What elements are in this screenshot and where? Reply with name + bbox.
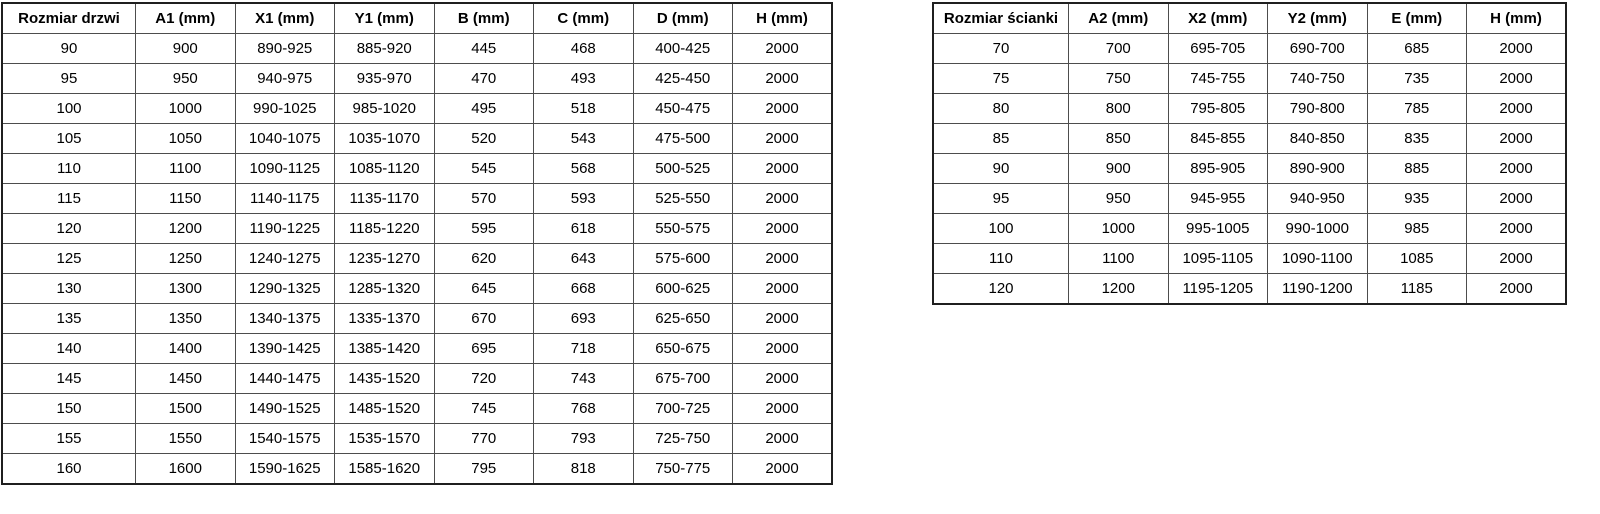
door_table-cell: 1290-1325 [235, 274, 335, 304]
door_table-cell: 1200 [136, 214, 236, 244]
door_table-cell: 1590-1625 [235, 454, 335, 485]
door_table-row [2, 334, 832, 364]
door_table-row [2, 454, 832, 485]
door_table-cell: 2000 [733, 214, 833, 244]
door_table-cell: 1185-1220 [335, 214, 435, 244]
door_table-cell: 1550 [136, 424, 236, 454]
door_table-cell: 90 [2, 34, 136, 64]
door_table-cell: 568 [534, 154, 634, 184]
door_table-row [2, 394, 832, 424]
door_table-cell: 155 [2, 424, 136, 454]
wall_table-cell: 85 [933, 124, 1069, 154]
door_table-cell: 768 [534, 394, 634, 424]
wall_table-cell: 2000 [1467, 214, 1567, 244]
door_table-cell: 495 [434, 94, 534, 124]
door_table-cell: 1135-1170 [335, 184, 435, 214]
door_table-cell: 2000 [733, 244, 833, 274]
wall_table-cell: 2000 [1467, 124, 1567, 154]
door_table-cell: 1285-1320 [335, 274, 435, 304]
door_table-cell: 2000 [733, 364, 833, 394]
wall_table-row [933, 154, 1566, 184]
door_table-cell: 990-1025 [235, 94, 335, 124]
door_table-column-header: C (mm) [534, 3, 634, 34]
door_table-cell: 1450 [136, 364, 236, 394]
door_table-header-row [2, 3, 832, 34]
wall_table-cell: 685 [1367, 34, 1467, 64]
door_table-cell: 1440-1475 [235, 364, 335, 394]
door_table-cell: 1400 [136, 334, 236, 364]
door_table-cell: 1100 [136, 154, 236, 184]
door_table-cell: 105 [2, 124, 136, 154]
door_table-cell: 650-675 [633, 334, 733, 364]
door_table-column-header: X1 (mm) [235, 3, 335, 34]
wall_table-cell: 80 [933, 94, 1069, 124]
wall_table-column-header: Rozmiar ścianki [933, 3, 1069, 34]
wall_table-cell: 95 [933, 184, 1069, 214]
door_table-cell: 695 [434, 334, 534, 364]
wall_table-cell: 795-805 [1168, 94, 1268, 124]
door_table-cell: 1250 [136, 244, 236, 274]
wall_table-cell: 735 [1367, 64, 1467, 94]
door_table-cell: 1035-1070 [335, 124, 435, 154]
door_table-cell: 693 [534, 304, 634, 334]
wall_table-cell: 2000 [1467, 184, 1567, 214]
door_table-cell: 1540-1575 [235, 424, 335, 454]
door_table-cell: 593 [534, 184, 634, 214]
door_table-column-header: A1 (mm) [136, 3, 236, 34]
door_table-row [2, 274, 832, 304]
door_table-cell: 618 [534, 214, 634, 244]
wall_table-cell: 985 [1367, 214, 1467, 244]
door_table-cell: 1000 [136, 94, 236, 124]
door_table-cell: 625-650 [633, 304, 733, 334]
door_table-cell: 668 [534, 274, 634, 304]
door_table-row [2, 244, 832, 274]
wall-size-table [932, 2, 1567, 305]
wall_table-cell: 70 [933, 34, 1069, 64]
door_table-cell: 120 [2, 214, 136, 244]
door_table-cell: 700-725 [633, 394, 733, 424]
wall_table-column-header: H (mm) [1467, 3, 1567, 34]
door_table-cell: 2000 [733, 274, 833, 304]
wall_table-cell: 940-950 [1268, 184, 1368, 214]
wall_table-cell: 75 [933, 64, 1069, 94]
door_table-cell: 1085-1120 [335, 154, 435, 184]
door_table-cell: 950 [136, 64, 236, 94]
door_table-cell: 720 [434, 364, 534, 394]
wall_table-row [933, 64, 1566, 94]
wall_table-cell: 2000 [1467, 244, 1567, 274]
door_table-cell: 160 [2, 454, 136, 485]
door_table-cell: 2000 [733, 334, 833, 364]
door_table-cell: 140 [2, 334, 136, 364]
door_table-cell: 725-750 [633, 424, 733, 454]
door_table-cell: 770 [434, 424, 534, 454]
door_table-cell: 743 [534, 364, 634, 394]
door_table-column-header: Rozmiar drzwi [2, 3, 136, 34]
wall_table-cell: 850 [1069, 124, 1169, 154]
wall_table-cell: 935 [1367, 184, 1467, 214]
door_table-cell: 445 [434, 34, 534, 64]
door_table-cell: 600-625 [633, 274, 733, 304]
door_table-cell: 643 [534, 244, 634, 274]
door_table-row [2, 154, 832, 184]
wall_table-cell: 950 [1069, 184, 1169, 214]
door_table-row [2, 304, 832, 334]
door_table-cell: 1600 [136, 454, 236, 485]
door_table-cell: 100 [2, 94, 136, 124]
wall_table-cell: 995-1005 [1168, 214, 1268, 244]
door_table-row [2, 184, 832, 214]
door_table-cell: 795 [434, 454, 534, 485]
wall_table-header-row [933, 3, 1566, 34]
door_table-cell: 935-970 [335, 64, 435, 94]
door_table-cell: 645 [434, 274, 534, 304]
door_table-row [2, 64, 832, 94]
door_table-cell: 1050 [136, 124, 236, 154]
door_table-cell: 500-525 [633, 154, 733, 184]
door_table-cell: 1500 [136, 394, 236, 424]
wall_table-cell: 885 [1367, 154, 1467, 184]
door_table-row [2, 214, 832, 244]
wall_table-cell: 745-755 [1168, 64, 1268, 94]
door_table-cell: 575-600 [633, 244, 733, 274]
wall_table-column-header: E (mm) [1367, 3, 1467, 34]
door_table-cell: 2000 [733, 94, 833, 124]
door_table-cell: 890-925 [235, 34, 335, 64]
door_table-cell: 493 [534, 64, 634, 94]
door_table-cell: 1240-1275 [235, 244, 335, 274]
door_table-cell: 885-920 [335, 34, 435, 64]
door_table-cell: 745 [434, 394, 534, 424]
door_table-cell: 450-475 [633, 94, 733, 124]
door_table-cell: 1535-1570 [335, 424, 435, 454]
door_table-row [2, 124, 832, 154]
wall_table-row [933, 34, 1566, 64]
door_table-cell: 818 [534, 454, 634, 485]
door_table-cell: 595 [434, 214, 534, 244]
door_table-cell: 1485-1520 [335, 394, 435, 424]
wall_table-cell: 2000 [1467, 94, 1567, 124]
wall_table-cell: 1200 [1069, 274, 1169, 305]
door_table-column-header: D (mm) [633, 3, 733, 34]
door_table-column-header: B (mm) [434, 3, 534, 34]
wall_table-cell: 1095-1105 [1168, 244, 1268, 274]
wall_table-cell: 1100 [1069, 244, 1169, 274]
door_table-cell: 1585-1620 [335, 454, 435, 485]
door_table-cell: 475-500 [633, 124, 733, 154]
door_table-cell: 1490-1525 [235, 394, 335, 424]
door_table-cell: 545 [434, 154, 534, 184]
door_table-cell: 520 [434, 124, 534, 154]
door_table-cell: 1390-1425 [235, 334, 335, 364]
wall_table-cell: 100 [933, 214, 1069, 244]
door_table-cell: 1140-1175 [235, 184, 335, 214]
door_table-cell: 95 [2, 64, 136, 94]
wall_table-cell: 1085 [1367, 244, 1467, 274]
door_table-cell: 570 [434, 184, 534, 214]
wall_table-cell: 800 [1069, 94, 1169, 124]
wall_table-cell: 690-700 [1268, 34, 1368, 64]
wall_table-cell: 945-955 [1168, 184, 1268, 214]
wall_table-cell: 2000 [1467, 64, 1567, 94]
door_table-cell: 130 [2, 274, 136, 304]
wall_table-row [933, 94, 1566, 124]
door_table-cell: 2000 [733, 124, 833, 154]
door_table-cell: 1335-1370 [335, 304, 435, 334]
wall_table-row [933, 184, 1566, 214]
wall_table-cell: 1185 [1367, 274, 1467, 305]
door_table-cell: 2000 [733, 34, 833, 64]
door-size-table [1, 2, 833, 485]
door_table-cell: 1435-1520 [335, 364, 435, 394]
wall_table-row [933, 244, 1566, 274]
door_table-cell: 1190-1225 [235, 214, 335, 244]
wall_table-cell: 1195-1205 [1168, 274, 1268, 305]
door_table-cell: 900 [136, 34, 236, 64]
door_table-cell: 400-425 [633, 34, 733, 64]
door_table-cell: 985-1020 [335, 94, 435, 124]
door_table-cell: 115 [2, 184, 136, 214]
door_table-cell: 620 [434, 244, 534, 274]
door_table-cell: 150 [2, 394, 136, 424]
door_table-cell: 1150 [136, 184, 236, 214]
wall_table-cell: 2000 [1467, 154, 1567, 184]
wall_table-cell: 1000 [1069, 214, 1169, 244]
door_table-cell: 675-700 [633, 364, 733, 394]
door_table-cell: 718 [534, 334, 634, 364]
door_table-cell: 525-550 [633, 184, 733, 214]
wall_table-cell: 1190-1200 [1268, 274, 1368, 305]
door_table-cell: 2000 [733, 394, 833, 424]
wall_table-cell: 120 [933, 274, 1069, 305]
wall_table-cell: 110 [933, 244, 1069, 274]
door_table-cell: 470 [434, 64, 534, 94]
wall_table-cell: 785 [1367, 94, 1467, 124]
door_table-cell: 940-975 [235, 64, 335, 94]
door_table-column-header: Y1 (mm) [335, 3, 435, 34]
door_table-cell: 2000 [733, 154, 833, 184]
door_table-cell: 793 [534, 424, 634, 454]
door_table-cell: 1300 [136, 274, 236, 304]
door_table-cell: 145 [2, 364, 136, 394]
door_table-cell: 125 [2, 244, 136, 274]
wall_table-cell: 900 [1069, 154, 1169, 184]
wall_table-column-header: X2 (mm) [1168, 3, 1268, 34]
wall_table-cell: 790-800 [1268, 94, 1368, 124]
wall_table-column-header: A2 (mm) [1069, 3, 1169, 34]
door_table-cell: 1235-1270 [335, 244, 435, 274]
door_table-cell: 425-450 [633, 64, 733, 94]
wall_table-cell: 845-855 [1168, 124, 1268, 154]
wall_table-cell: 835 [1367, 124, 1467, 154]
wall_table-cell: 840-850 [1268, 124, 1368, 154]
wall_table-row [933, 124, 1566, 154]
door_table-column-header: H (mm) [733, 3, 833, 34]
wall_table-column-header: Y2 (mm) [1268, 3, 1368, 34]
door_table-cell: 550-575 [633, 214, 733, 244]
door_table-cell: 670 [434, 304, 534, 334]
wall_table-cell: 750 [1069, 64, 1169, 94]
door_table-cell: 1090-1125 [235, 154, 335, 184]
door_table-cell: 2000 [733, 304, 833, 334]
wall_table-cell: 1090-1100 [1268, 244, 1368, 274]
door_table-cell: 750-775 [633, 454, 733, 485]
door_table-cell: 1340-1375 [235, 304, 335, 334]
wall_table-cell: 695-705 [1168, 34, 1268, 64]
wall_table-cell: 895-905 [1168, 154, 1268, 184]
wall_table-row [933, 274, 1566, 305]
wall_table-cell: 890-900 [1268, 154, 1368, 184]
wall_table-cell: 2000 [1467, 34, 1567, 64]
wall_table-cell: 990-1000 [1268, 214, 1368, 244]
door_table-cell: 1385-1420 [335, 334, 435, 364]
door_table-cell: 543 [534, 124, 634, 154]
door_table-cell: 2000 [733, 424, 833, 454]
door_table-cell: 1040-1075 [235, 124, 335, 154]
door_table-cell: 110 [2, 154, 136, 184]
wall_table-cell: 90 [933, 154, 1069, 184]
wall_table-cell: 2000 [1467, 274, 1567, 305]
wall_table-row [933, 214, 1566, 244]
door_table-cell: 468 [534, 34, 634, 64]
door_table-cell: 135 [2, 304, 136, 334]
door_table-cell: 1350 [136, 304, 236, 334]
door_table-cell: 2000 [733, 64, 833, 94]
door_table-row [2, 364, 832, 394]
door_table-cell: 2000 [733, 184, 833, 214]
wall_table-cell: 740-750 [1268, 64, 1368, 94]
door_table-row [2, 424, 832, 454]
door_table-cell: 2000 [733, 454, 833, 485]
wall_table-cell: 700 [1069, 34, 1169, 64]
door_table-row [2, 34, 832, 64]
door_table-row [2, 94, 832, 124]
door_table-cell: 518 [534, 94, 634, 124]
